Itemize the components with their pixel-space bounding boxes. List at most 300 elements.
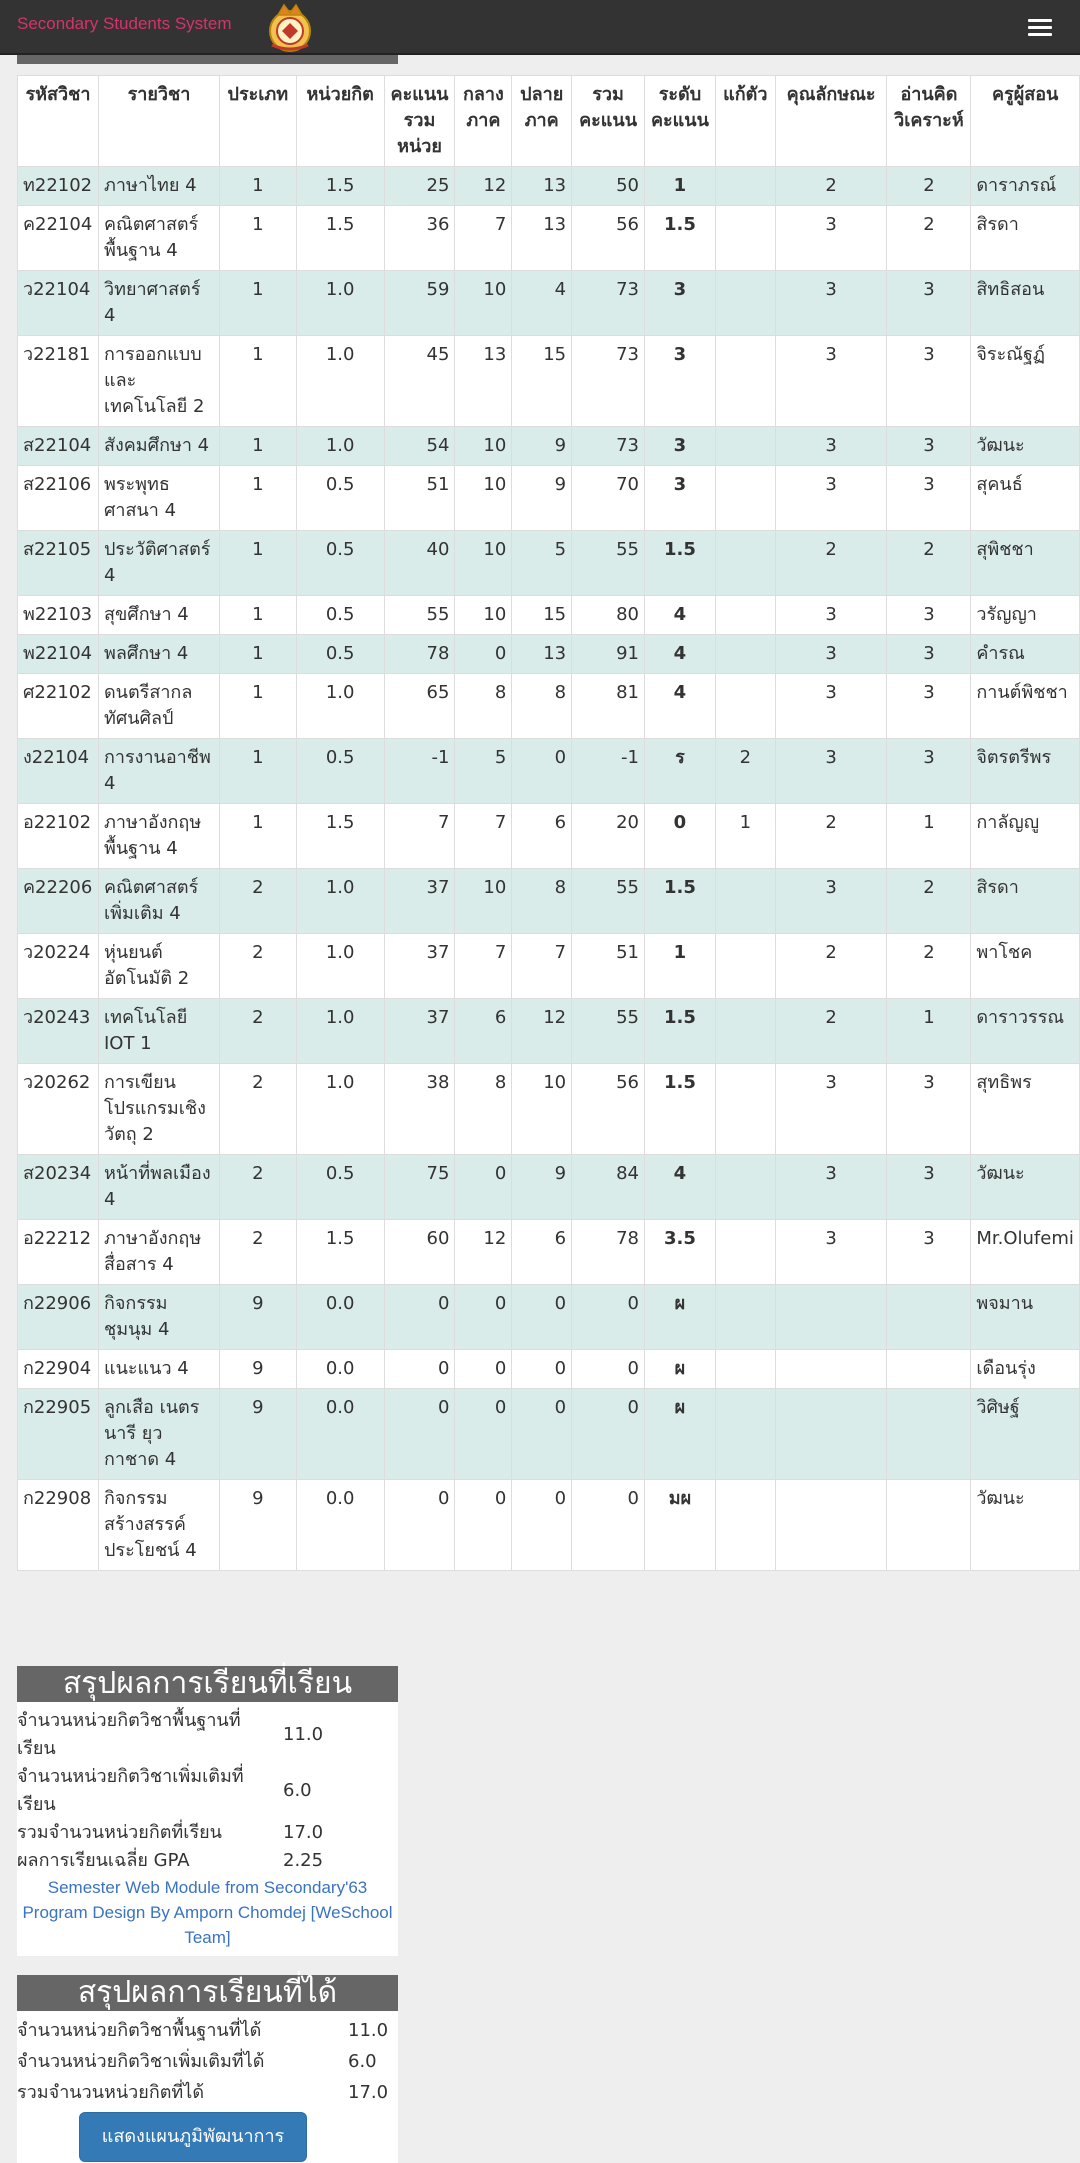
cell-credit: 0.5 <box>296 739 384 804</box>
cell-credit: 1.5 <box>296 804 384 869</box>
cell-grade: 1 <box>644 934 715 999</box>
cell-type: 1 <box>219 804 296 869</box>
cell-name: กิจกรรมชุมนุม 4 <box>98 1285 219 1350</box>
cell-type: 9 <box>219 1389 296 1480</box>
cell-teacher: วัฒนะ <box>971 1155 1080 1220</box>
cell-attr: 2 <box>775 167 887 206</box>
cell-attr: 3 <box>775 869 887 934</box>
cell-total: -1 <box>572 739 645 804</box>
cell-unit: 37 <box>384 869 455 934</box>
cell-final: 7 <box>512 934 572 999</box>
cell-name: เทคโนโลยี IOT 1 <box>98 999 219 1064</box>
cell-total: 73 <box>572 271 645 336</box>
column-header: ปลายภาค <box>512 76 572 167</box>
cell-retake <box>715 1350 775 1389</box>
cell-name: ประวัติศาสตร์ 4 <box>98 531 219 596</box>
cell-think: 3 <box>887 739 971 804</box>
cell-grade: 1 <box>644 167 715 206</box>
cell-total: 91 <box>572 635 645 674</box>
column-header: ประเภท <box>219 76 296 167</box>
cell-think <box>887 1389 971 1480</box>
summary-value: 6.0 <box>348 2051 377 2072</box>
cell-name: ภาษาอังกฤษสื่อสาร 4 <box>98 1220 219 1285</box>
cell-name: หุ่นยนต์อัตโนมัติ 2 <box>98 934 219 999</box>
cell-code: ง22104 <box>18 739 99 804</box>
cell-teacher: วรัญญา <box>971 596 1080 635</box>
cell-mid: 8 <box>455 1064 512 1155</box>
cell-teacher: จิระณัฐฏ์ <box>971 336 1080 427</box>
cell-mid: 12 <box>455 167 512 206</box>
cell-grade: 4 <box>644 674 715 739</box>
summary-row <box>17 2079 398 2110</box>
cell-teacher: สุคนธ์ <box>971 466 1080 531</box>
cell-code: ว20224 <box>18 934 99 999</box>
cell-type: 9 <box>219 1480 296 1571</box>
cell-grade: 0 <box>644 804 715 869</box>
cell-mid: 10 <box>455 427 512 466</box>
cell-teacher: Mr.Olufemi <box>971 1220 1080 1285</box>
cell-grade: 3 <box>644 427 715 466</box>
cell-retake: 2 <box>715 739 775 804</box>
cell-code: พ22103 <box>18 596 99 635</box>
summary-row <box>17 2048 398 2079</box>
cell-final: 15 <box>512 336 572 427</box>
cell-unit: 54 <box>384 427 455 466</box>
cell-think: 3 <box>887 427 971 466</box>
cell-name: สังคมศึกษา 4 <box>98 427 219 466</box>
cell-code: ก22906 <box>18 1285 99 1350</box>
cell-attr: 3 <box>775 1220 887 1285</box>
cell-type: 2 <box>219 869 296 934</box>
cell-grade: 1.5 <box>644 1064 715 1155</box>
cell-name: คณิตศาสตร์เพิ่มเติม 4 <box>98 869 219 934</box>
cell-mid: 6 <box>455 999 512 1064</box>
cell-grade: 3 <box>644 466 715 531</box>
cell-final: 12 <box>512 999 572 1064</box>
cell-name: หน้าที่พลเมือง 4 <box>98 1155 219 1220</box>
cell-attr: 3 <box>775 674 887 739</box>
cell-credit: 0.0 <box>296 1285 384 1350</box>
cell-attr: 2 <box>775 804 887 869</box>
cell-name: ลูกเสือ เนตรนารี ยุวกาชาด 4 <box>98 1389 219 1480</box>
cell-code: อ22212 <box>18 1220 99 1285</box>
cell-grade: 1.5 <box>644 206 715 271</box>
cell-teacher: กานต์พิชชา <box>971 674 1080 739</box>
app-title[interactable]: Secondary Students System <box>17 14 232 33</box>
column-header: ระดับคะแนน <box>644 76 715 167</box>
cell-unit: 45 <box>384 336 455 427</box>
cell-teacher: กาลัญญู <box>971 804 1080 869</box>
cell-total: 56 <box>572 1064 645 1155</box>
cell-total: 80 <box>572 596 645 635</box>
cell-name: วิทยาศาสตร์ 4 <box>98 271 219 336</box>
cell-attr: 3 <box>775 427 887 466</box>
cell-unit: 38 <box>384 1064 455 1155</box>
cell-think: 2 <box>887 934 971 999</box>
hamburger-menu-icon[interactable] <box>1020 12 1060 40</box>
cell-mid: 0 <box>455 1285 512 1350</box>
cell-code: ก22904 <box>18 1350 99 1389</box>
cell-grade: 4 <box>644 596 715 635</box>
cell-name: คณิตศาสตร์พื้นฐาน 4 <box>98 206 219 271</box>
summary-earned-title: สรุปผลการเรียนที่ได้ <box>17 1975 398 2011</box>
cell-grade: 1.5 <box>644 999 715 1064</box>
cell-code: ว20243 <box>18 999 99 1064</box>
cell-code: ก22908 <box>18 1480 99 1571</box>
summary-value: 11.0 <box>348 2020 389 2041</box>
cell-total: 0 <box>572 1350 645 1389</box>
column-header: กลางภาค <box>455 76 512 167</box>
cell-retake <box>715 271 775 336</box>
cell-name: สุขศึกษา 4 <box>98 596 219 635</box>
cell-credit: 0.0 <box>296 1480 384 1571</box>
table-row <box>18 869 1080 934</box>
cell-grade: ร <box>644 739 715 804</box>
table-row <box>18 206 1080 271</box>
cell-type: 1 <box>219 167 296 206</box>
summary-registered-title: สรุปผลการเรียนที่เรียน <box>17 1666 398 1702</box>
cell-final: 9 <box>512 427 572 466</box>
cell-grade: 3.5 <box>644 1220 715 1285</box>
cell-teacher: วัฒนะ <box>971 427 1080 466</box>
cell-retake <box>715 1480 775 1571</box>
summary-row <box>17 1819 398 1847</box>
cell-credit: 0.0 <box>296 1350 384 1389</box>
cell-total: 55 <box>572 999 645 1064</box>
table-row <box>18 1350 1080 1389</box>
summary-value: 17.0 <box>283 1822 324 1843</box>
cell-attr: 3 <box>775 271 887 336</box>
cell-type: 1 <box>219 466 296 531</box>
cell-code: ท22102 <box>18 167 99 206</box>
cell-think: 3 <box>887 674 971 739</box>
cell-code: อ22102 <box>18 804 99 869</box>
cell-name: พลศึกษา 4 <box>98 635 219 674</box>
cell-unit: 37 <box>384 999 455 1064</box>
cell-unit: 0 <box>384 1389 455 1480</box>
cell-think: 2 <box>887 531 971 596</box>
cell-final: 9 <box>512 1155 572 1220</box>
summary-label: ผลการเรียนเฉลี่ย GPA <box>17 1850 190 1871</box>
cell-final: 0 <box>512 1285 572 1350</box>
cell-final: 13 <box>512 206 572 271</box>
credit-link[interactable]: Semester Web Module from Secondary'63 Program Design By Amporn Chomdej [WeSchool Team] <box>22 1878 393 1947</box>
table-row <box>18 1220 1080 1285</box>
cell-think <box>887 1480 971 1571</box>
cell-final: 13 <box>512 635 572 674</box>
cell-code: ก22905 <box>18 1389 99 1480</box>
summary-label: รวมจำนวนหน่วยกิตที่ได้ <box>17 2082 205 2103</box>
table-row <box>18 635 1080 674</box>
table-row <box>18 1285 1080 1350</box>
summary-value: 11.0 <box>283 1724 324 1745</box>
cell-credit: 1.0 <box>296 999 384 1064</box>
cell-mid: 10 <box>455 271 512 336</box>
cell-credit: 1.0 <box>296 869 384 934</box>
table-row <box>18 804 1080 869</box>
cell-unit: 0 <box>384 1350 455 1389</box>
summary-value: 6.0 <box>283 1780 312 1801</box>
table-row <box>18 427 1080 466</box>
cell-attr <box>775 1389 887 1480</box>
cell-mid: 0 <box>455 1155 512 1220</box>
cell-type: 2 <box>219 999 296 1064</box>
cell-credit: 1.0 <box>296 674 384 739</box>
cell-total: 73 <box>572 336 645 427</box>
cell-type: 1 <box>219 596 296 635</box>
cell-type: 1 <box>219 635 296 674</box>
cell-total: 73 <box>572 427 645 466</box>
column-header: รวมคะแนน <box>572 76 645 167</box>
cell-attr: 3 <box>775 1155 887 1220</box>
cell-retake <box>715 1220 775 1285</box>
cell-mid: 12 <box>455 1220 512 1285</box>
cell-type: 1 <box>219 674 296 739</box>
cell-attr: 3 <box>775 1064 887 1155</box>
cell-attr: 2 <box>775 531 887 596</box>
cell-unit: 65 <box>384 674 455 739</box>
cell-unit: -1 <box>384 739 455 804</box>
grades-table <box>17 75 1080 1571</box>
cell-retake: 1 <box>715 804 775 869</box>
summary-label: จำนวนหน่วยกิตวิชาพื้นฐานที่เรียน <box>17 1710 241 1759</box>
cell-final: 15 <box>512 596 572 635</box>
cell-retake <box>715 635 775 674</box>
cell-credit: 1.5 <box>296 167 384 206</box>
cell-think: 3 <box>887 1064 971 1155</box>
cell-think <box>887 1350 971 1389</box>
cell-think: 3 <box>887 466 971 531</box>
cell-name: พระพุทธศาสนา 4 <box>98 466 219 531</box>
cell-mid: 7 <box>455 804 512 869</box>
cell-total: 55 <box>572 531 645 596</box>
table-row <box>18 674 1080 739</box>
cell-final: 13 <box>512 167 572 206</box>
cell-credit: 0.0 <box>296 1389 384 1480</box>
cell-mid: 0 <box>455 1480 512 1571</box>
summary-row <box>17 2017 398 2048</box>
cell-credit: 1.5 <box>296 1220 384 1285</box>
cell-name: การออกแบบและเทคโนโลยี 2 <box>98 336 219 427</box>
table-row <box>18 934 1080 999</box>
summary-label: จำนวนหน่วยกิตวิชาพื้นฐานที่ได้ <box>17 2020 262 2041</box>
summary-label: รวมจำนวนหน่วยกิตที่เรียน <box>17 1822 222 1843</box>
column-header: รหัสวิชา <box>18 76 99 167</box>
cell-total: 0 <box>572 1389 645 1480</box>
cell-unit: 7 <box>384 804 455 869</box>
cell-retake <box>715 596 775 635</box>
cell-grade: มผ <box>644 1480 715 1571</box>
cell-teacher: สุพิชชา <box>971 531 1080 596</box>
cell-grade: 3 <box>644 271 715 336</box>
cell-unit: 0 <box>384 1285 455 1350</box>
column-header: หน่วยกิต <box>296 76 384 167</box>
cell-total: 56 <box>572 206 645 271</box>
gpa-value: 2.25 <box>283 1850 324 1871</box>
cell-final: 8 <box>512 869 572 934</box>
table-row <box>18 466 1080 531</box>
cell-teacher: สิรดา <box>971 206 1080 271</box>
table-header-row <box>18 76 1080 167</box>
cell-mid: 8 <box>455 674 512 739</box>
cell-credit: 1.0 <box>296 336 384 427</box>
cell-type: 1 <box>219 271 296 336</box>
cell-unit: 75 <box>384 1155 455 1220</box>
cell-code: พ22104 <box>18 635 99 674</box>
cell-unit: 78 <box>384 635 455 674</box>
cell-type: 1 <box>219 336 296 427</box>
table-row <box>18 531 1080 596</box>
table-row <box>18 1389 1080 1480</box>
cell-total: 50 <box>572 167 645 206</box>
cell-grade: 3 <box>644 336 715 427</box>
cell-type: 2 <box>219 934 296 999</box>
cell-think: 3 <box>887 596 971 635</box>
cell-think: 2 <box>887 869 971 934</box>
cell-credit: 0.5 <box>296 635 384 674</box>
summary-row <box>17 1763 398 1819</box>
cell-code: ว22181 <box>18 336 99 427</box>
cell-credit: 0.5 <box>296 1155 384 1220</box>
cell-total: 84 <box>572 1155 645 1220</box>
cell-retake <box>715 934 775 999</box>
cell-type: 2 <box>219 1220 296 1285</box>
cell-retake <box>715 1064 775 1155</box>
cell-attr <box>775 1350 887 1389</box>
cell-final: 8 <box>512 674 572 739</box>
cell-retake <box>715 427 775 466</box>
cell-code: ค22206 <box>18 869 99 934</box>
cell-final: 0 <box>512 739 572 804</box>
cell-think: 3 <box>887 1155 971 1220</box>
cell-teacher: ดาราวรรณ <box>971 999 1080 1064</box>
table-row <box>18 596 1080 635</box>
cell-grade: 1.5 <box>644 531 715 596</box>
cell-credit: 0.5 <box>296 596 384 635</box>
cell-mid: 13 <box>455 336 512 427</box>
table-row <box>18 167 1080 206</box>
cell-attr: 3 <box>775 739 887 804</box>
cell-credit: 1.0 <box>296 427 384 466</box>
cell-teacher: ดาราภรณ์ <box>971 167 1080 206</box>
column-header: แก้ตัว <box>715 76 775 167</box>
cell-grade: ผ <box>644 1285 715 1350</box>
table-row <box>18 1480 1080 1571</box>
cell-credit: 1.0 <box>296 934 384 999</box>
cell-code: ศ22102 <box>18 674 99 739</box>
cell-grade: ผ <box>644 1350 715 1389</box>
cell-retake <box>715 1389 775 1480</box>
cell-name: การเขียนโปรแกรมเชิงวัตถุ 2 <box>98 1064 219 1155</box>
cell-type: 2 <box>219 1064 296 1155</box>
cell-teacher: คำรณ <box>971 635 1080 674</box>
cell-think: 2 <box>887 167 971 206</box>
cell-credit: 0.5 <box>296 531 384 596</box>
cell-code: ส22106 <box>18 466 99 531</box>
cell-total: 20 <box>572 804 645 869</box>
cell-unit: 40 <box>384 531 455 596</box>
cell-teacher: เดือนรุ่ง <box>971 1350 1080 1389</box>
cell-name: ภาษาอังกฤษพื้นฐาน 4 <box>98 804 219 869</box>
cell-unit: 60 <box>384 1220 455 1285</box>
cell-total: 0 <box>572 1285 645 1350</box>
cell-attr: 3 <box>775 336 887 427</box>
cell-mid: 10 <box>455 596 512 635</box>
cell-code: ค22104 <box>18 206 99 271</box>
cell-retake <box>715 674 775 739</box>
cell-think: 3 <box>887 271 971 336</box>
cell-name: กิจกรรมสร้างสรรค์ประโยชน์ 4 <box>98 1480 219 1571</box>
table-row <box>18 1064 1080 1155</box>
cell-name: ภาษาไทย 4 <box>98 167 219 206</box>
cell-mid: 0 <box>455 635 512 674</box>
cell-teacher: วัฒนะ <box>971 1480 1080 1571</box>
cell-retake <box>715 1285 775 1350</box>
cell-type: 1 <box>219 739 296 804</box>
cell-retake <box>715 531 775 596</box>
column-header: อ่านคิดวิเคราะห์ <box>887 76 971 167</box>
cell-name: ดนตรีสากลทัศนศิลป์ <box>98 674 219 739</box>
column-header: คุณลักษณะ <box>775 76 887 167</box>
column-header: ครูผู้สอน <box>971 76 1080 167</box>
cell-unit: 51 <box>384 466 455 531</box>
table-row <box>18 271 1080 336</box>
cell-retake <box>715 999 775 1064</box>
table-row <box>18 739 1080 804</box>
cell-unit: 36 <box>384 206 455 271</box>
cell-retake <box>715 336 775 427</box>
cell-total: 70 <box>572 466 645 531</box>
cell-mid: 7 <box>455 206 512 271</box>
cell-code: ว22104 <box>18 271 99 336</box>
navbar <box>0 0 1080 55</box>
cell-total: 78 <box>572 1220 645 1285</box>
cell-retake <box>715 466 775 531</box>
cell-type: 1 <box>219 427 296 466</box>
school-crest-icon[interactable] <box>264 1 316 53</box>
cell-credit: 1.0 <box>296 271 384 336</box>
cell-final: 5 <box>512 531 572 596</box>
cell-retake <box>715 869 775 934</box>
cell-attr <box>775 1480 887 1571</box>
cell-code: ว20262 <box>18 1064 99 1155</box>
cell-total: 55 <box>572 869 645 934</box>
summary-row <box>17 1847 398 1875</box>
cell-attr: 3 <box>775 206 887 271</box>
column-header: คะแนนรวมหน่วย <box>384 76 455 167</box>
cell-unit: 25 <box>384 167 455 206</box>
cell-attr: 3 <box>775 466 887 531</box>
cell-total: 0 <box>572 1480 645 1571</box>
cell-retake <box>715 167 775 206</box>
cell-code: ส22104 <box>18 427 99 466</box>
cell-retake <box>715 206 775 271</box>
cell-type: 9 <box>219 1350 296 1389</box>
cell-teacher: สุทธิพร <box>971 1064 1080 1155</box>
cell-grade: 4 <box>644 635 715 674</box>
cell-name: การงานอาชีพ 4 <box>98 739 219 804</box>
cell-think: 1 <box>887 804 971 869</box>
cell-attr: 3 <box>775 596 887 635</box>
cell-grade: 4 <box>644 1155 715 1220</box>
cell-teacher: พาโชค <box>971 934 1080 999</box>
cell-mid: 10 <box>455 531 512 596</box>
show-development-chart-button[interactable]: แสดงแผนภูมิพัฒนาการ <box>79 2112 307 2162</box>
cell-unit: 0 <box>384 1480 455 1571</box>
cell-teacher: สิรดา <box>971 869 1080 934</box>
cell-code: ส20234 <box>18 1155 99 1220</box>
cell-teacher: สิทธิสอน <box>971 271 1080 336</box>
